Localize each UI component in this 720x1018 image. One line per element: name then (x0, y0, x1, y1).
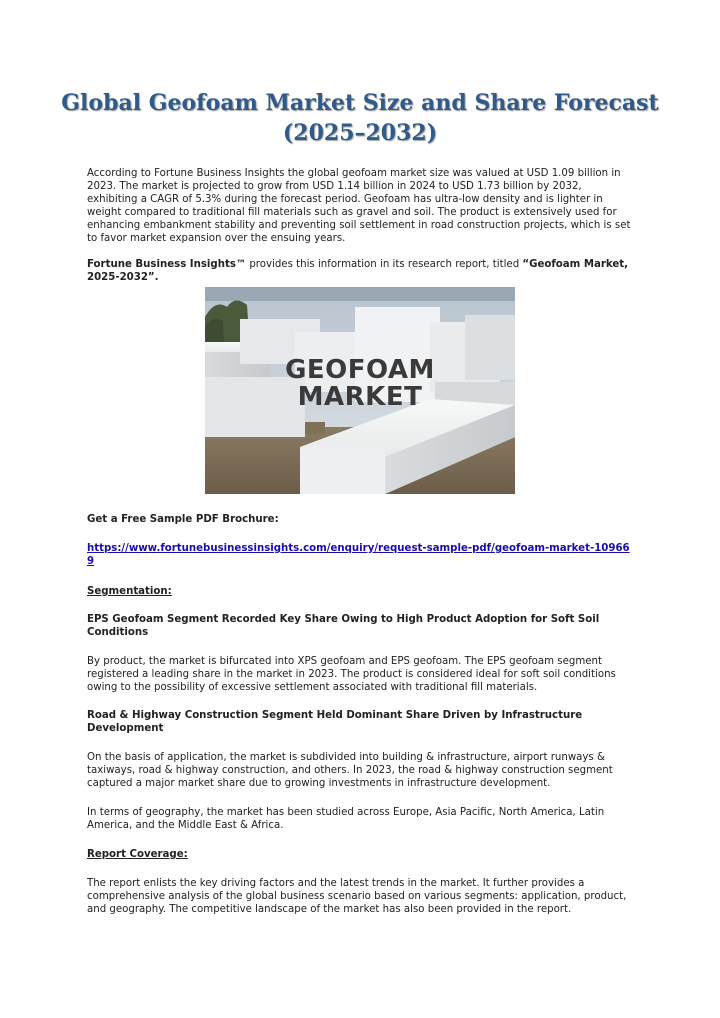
brand-name: Fortune Business Insights™ (87, 259, 247, 270)
product-segment-paragraph: By product, the market is bifurcated into XPS geofoam and EPS geofoam. The EPS geofoam segment registered a leading share in the market in 2023. The product is considered ideal for soft soil conditions owing to the possibility of excessive settlement associated with traditional fill materials. (87, 656, 616, 693)
coverage-heading-paragraph (87, 848, 635, 861)
source-paragraph (87, 258, 635, 284)
geography-paragraph: In terms of geography, the market has been studied across Europe, Asia Pacific, North America, Latin America, and the Middle East & Africa. (87, 807, 605, 831)
page-title (60, 88, 660, 148)
source-text: provides this information in its research report, titled (246, 259, 523, 270)
image-caption-line-1: GEOFOAM (285, 355, 435, 385)
geofoam-market-image (205, 287, 515, 494)
application-segment-heading: Road & Highway Construction Segment Held Dominant Share Driven by Infrastructure Development (87, 710, 583, 734)
coverage-heading: Report Coverage: (87, 849, 188, 860)
product-segment-heading: EPS Geofoam Segment Recorded Key Share Owing to High Product Adoption for Soft Soil Conditions (87, 614, 600, 638)
application-segment-paragraph: On the basis of application, the market is subdivided into building & infrastructure, airport runways & taxiways, road & highway construction, and others. In 2023, the road & highway construction segment captured a major market share due to growing investments in infrastructure development. (87, 752, 613, 789)
sample-pdf-link[interactable]: https://www.fortunebusinessinsights.com/enquiry/request-sample-pdf/geofoam-market-109669 (87, 543, 630, 567)
coverage-paragraph: The report enlists the key driving factors and the latest trends in the market. It further provides a comprehensive analysis of the global business scenario based on various segments: application, product, and geography. The competitive landscape of the market has also been provided in the report. (87, 878, 627, 915)
image-caption (205, 357, 515, 411)
image-caption-line-2: MARKET (297, 382, 423, 412)
segmentation-heading-paragraph (87, 585, 635, 598)
title-line-2: (2025–2032) (282, 120, 438, 146)
title-line-1: Global Geofoam Market Size and Share Forecast (61, 90, 659, 116)
sample-link-paragraph (87, 542, 635, 568)
segmentation-heading: Segmentation: (87, 586, 172, 597)
intro-paragraph: According to Fortune Business Insights the global geofoam market size was valued at USD 1.09 billion in 2023. The market is projected to grow from USD 1.14 billion in 2024 to USD 1.73 billion by 2032, exhibiting a CAGR of 5.3% during the forecast period. Geofoam has ultra-low density and is lighter in weight compared to traditional fill materials such as gravel and soil. The product is extensively used for enhancing embankment stability and preventing soil settlement in road construction projects, which is set to favor market expansion over the ensuing years. (87, 168, 631, 244)
sample-heading: Get a Free Sample PDF Brochure: (87, 514, 279, 525)
report-title: “Geofoam Market, 2025-2032”. (87, 259, 629, 283)
